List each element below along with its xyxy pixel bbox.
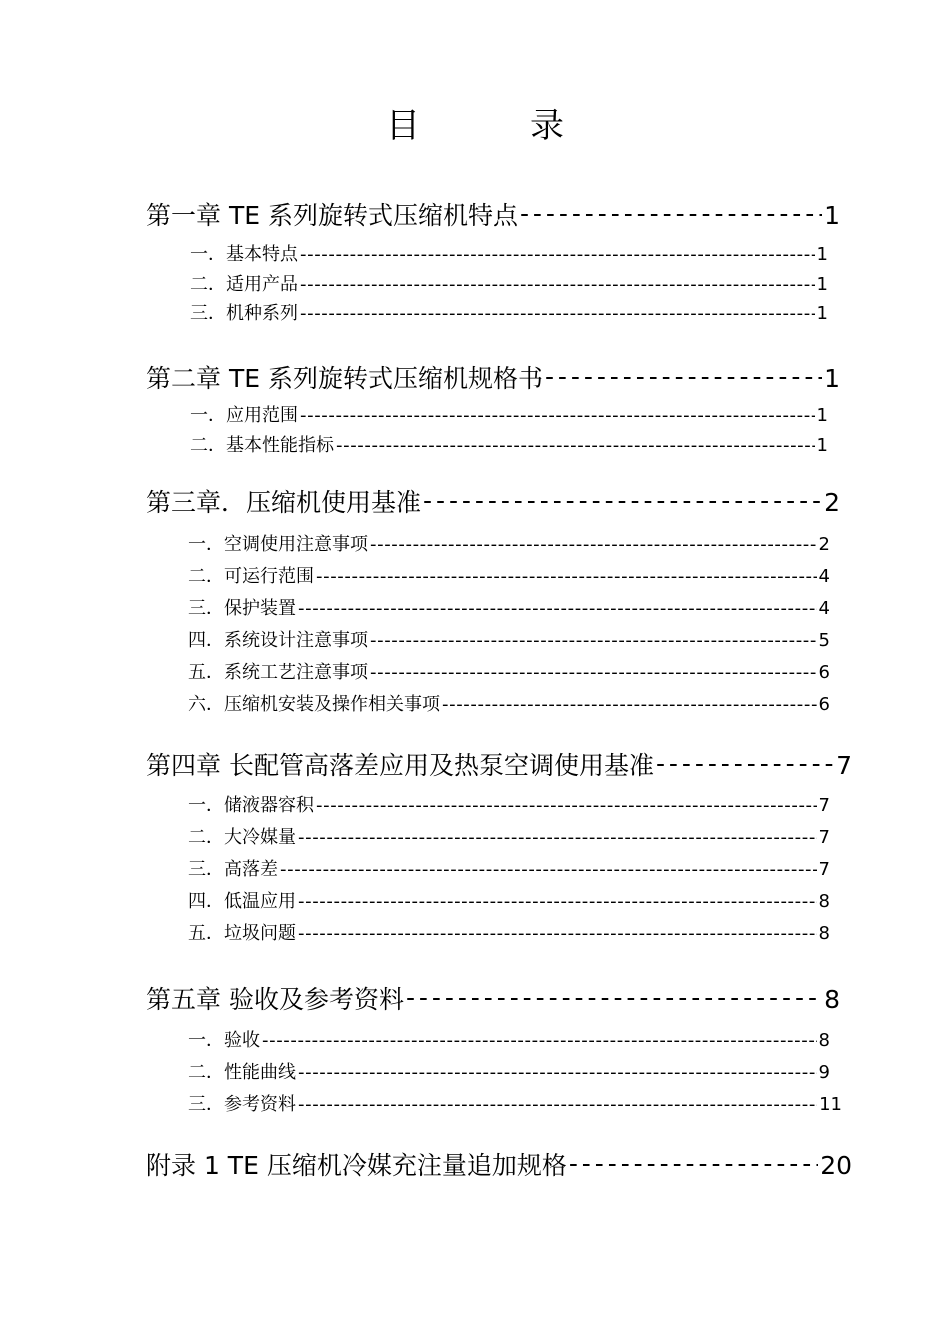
toc-section-4-4[interactable] (188, 887, 830, 913)
dot-leader (298, 891, 817, 912)
dot-leader (370, 662, 817, 683)
dot-leader (300, 274, 815, 295)
dot-leader (316, 566, 817, 587)
toc-section-3-6[interactable] (188, 690, 830, 716)
section-page-number: 1 (816, 405, 828, 426)
toc-section-3-1[interactable] (188, 530, 830, 556)
dot-leader (569, 1149, 818, 1178)
section-page-number: 5 (818, 630, 830, 651)
chapter-page-number: 7 (836, 751, 852, 780)
chapter-label: 第一章 TE 系列旋转式压缩机特点 (146, 201, 518, 230)
section-page-number: 1 (816, 244, 828, 265)
section-label: 二．性能曲线 (188, 1062, 296, 1083)
toc-section-3-2[interactable] (188, 562, 830, 588)
section-page-number: 7 (818, 859, 830, 880)
toc-title (0, 98, 950, 147)
appendix-label: 附录 1 TE 压缩机冷媒充注量追加规格 (146, 1151, 567, 1180)
section-page-number: 7 (818, 827, 830, 848)
dot-leader (406, 983, 822, 1012)
section-page-number: 4 (818, 566, 830, 587)
toc-section-5-1[interactable] (188, 1026, 830, 1052)
dot-leader (370, 534, 817, 555)
section-page-number: 2 (818, 534, 830, 555)
toc-title-char-1: 目 (386, 106, 420, 146)
dot-leader (298, 923, 817, 944)
section-page-number: 6 (818, 694, 830, 715)
dot-leader (316, 795, 817, 816)
toc-section-2-2[interactable] (190, 431, 828, 457)
toc-section-3-4[interactable] (188, 626, 830, 652)
toc-section-1-2[interactable] (190, 270, 828, 296)
section-page-number: 4 (818, 598, 830, 619)
toc-chapter-1[interactable] (146, 196, 840, 230)
chapter-page-number: 2 (824, 488, 840, 517)
toc-section-5-2[interactable] (188, 1058, 830, 1084)
section-label: 五．系统工艺注意事项 (188, 662, 368, 683)
section-label: 四．系统设计注意事项 (188, 630, 368, 651)
dot-leader (370, 630, 817, 651)
section-label: 一．验收 (188, 1030, 260, 1051)
toc-section-4-2[interactable] (188, 823, 830, 849)
section-page-number: 8 (818, 923, 830, 944)
toc-section-1-1[interactable] (190, 240, 828, 266)
section-label: 一．应用范围 (190, 405, 298, 426)
section-page-number: 8 (818, 891, 830, 912)
dot-leader (298, 598, 817, 619)
section-label: 六．压缩机安装及操作相关事项 (188, 694, 440, 715)
dot-leader (336, 435, 815, 456)
section-label: 三．高落差 (188, 859, 278, 880)
toc-section-2-1[interactable] (190, 401, 828, 427)
dot-leader (520, 199, 822, 228)
section-label: 二．大冷媒量 (188, 827, 296, 848)
section-page-number: 1 (816, 303, 828, 324)
section-label: 一．基本特点 (190, 244, 298, 265)
dot-leader (298, 1094, 817, 1115)
section-page-number: 7 (818, 795, 830, 816)
section-page-number: 1 (816, 274, 828, 295)
toc-appendix-1[interactable] (146, 1146, 852, 1180)
section-label: 三．参考资料 (188, 1094, 296, 1115)
section-label: 三．保护装置 (188, 598, 296, 619)
dot-leader (545, 362, 822, 391)
toc-section-1-3[interactable] (190, 299, 828, 325)
toc-section-4-1[interactable] (188, 791, 830, 817)
chapter-label: 第二章 TE 系列旋转式压缩机规格书 (146, 364, 543, 393)
toc-chapter-4[interactable] (146, 746, 852, 780)
toc-chapter-5[interactable] (146, 980, 840, 1014)
toc-chapter-2[interactable] (146, 359, 840, 393)
section-page-number: 11 (819, 1094, 842, 1115)
section-label: 三．机种系列 (190, 303, 298, 324)
section-label: 一．空调使用注意事项 (188, 534, 368, 555)
chapter-label: 第五章 验收及参考资料 (146, 985, 404, 1014)
toc-section-5-3[interactable] (188, 1090, 842, 1116)
toc-section-4-3[interactable] (188, 855, 830, 881)
section-page-number: 6 (818, 662, 830, 683)
chapter-page-number: 1 (824, 364, 840, 393)
dot-leader (298, 1062, 817, 1083)
dot-leader (300, 303, 815, 324)
section-page-number: 1 (816, 435, 828, 456)
toc-section-3-3[interactable] (188, 594, 830, 620)
section-label: 二．基本性能指标 (190, 435, 334, 456)
dot-leader (423, 486, 822, 515)
section-label: 二．可运行范围 (188, 566, 314, 587)
dot-leader (262, 1030, 817, 1051)
section-label: 一．储液器容积 (188, 795, 314, 816)
section-page-number: 8 (818, 1030, 830, 1051)
section-page-number: 9 (818, 1062, 830, 1083)
dot-leader (298, 827, 817, 848)
chapter-page-number: 1 (824, 201, 840, 230)
toc-title-char-2: 录 (530, 106, 564, 146)
section-label: 四．低温应用 (188, 891, 296, 912)
section-label: 二．适用产品 (190, 274, 298, 295)
dot-leader (300, 405, 815, 426)
toc-section-4-5[interactable] (188, 919, 830, 945)
appendix-page-number: 20 (820, 1151, 852, 1180)
chapter-page-number: 8 (824, 985, 840, 1014)
dot-leader (280, 859, 817, 880)
chapter-label: 第四章 长配管高落差应用及热泵空调使用基准 (146, 751, 654, 780)
dot-leader (656, 749, 834, 778)
dot-leader (442, 694, 817, 715)
section-label: 五．垃圾问题 (188, 923, 296, 944)
toc-chapter-3[interactable] (146, 483, 840, 517)
toc-section-3-5[interactable] (188, 658, 830, 684)
dot-leader (300, 244, 815, 265)
chapter-label: 第三章．压缩机使用基准 (146, 488, 422, 517)
